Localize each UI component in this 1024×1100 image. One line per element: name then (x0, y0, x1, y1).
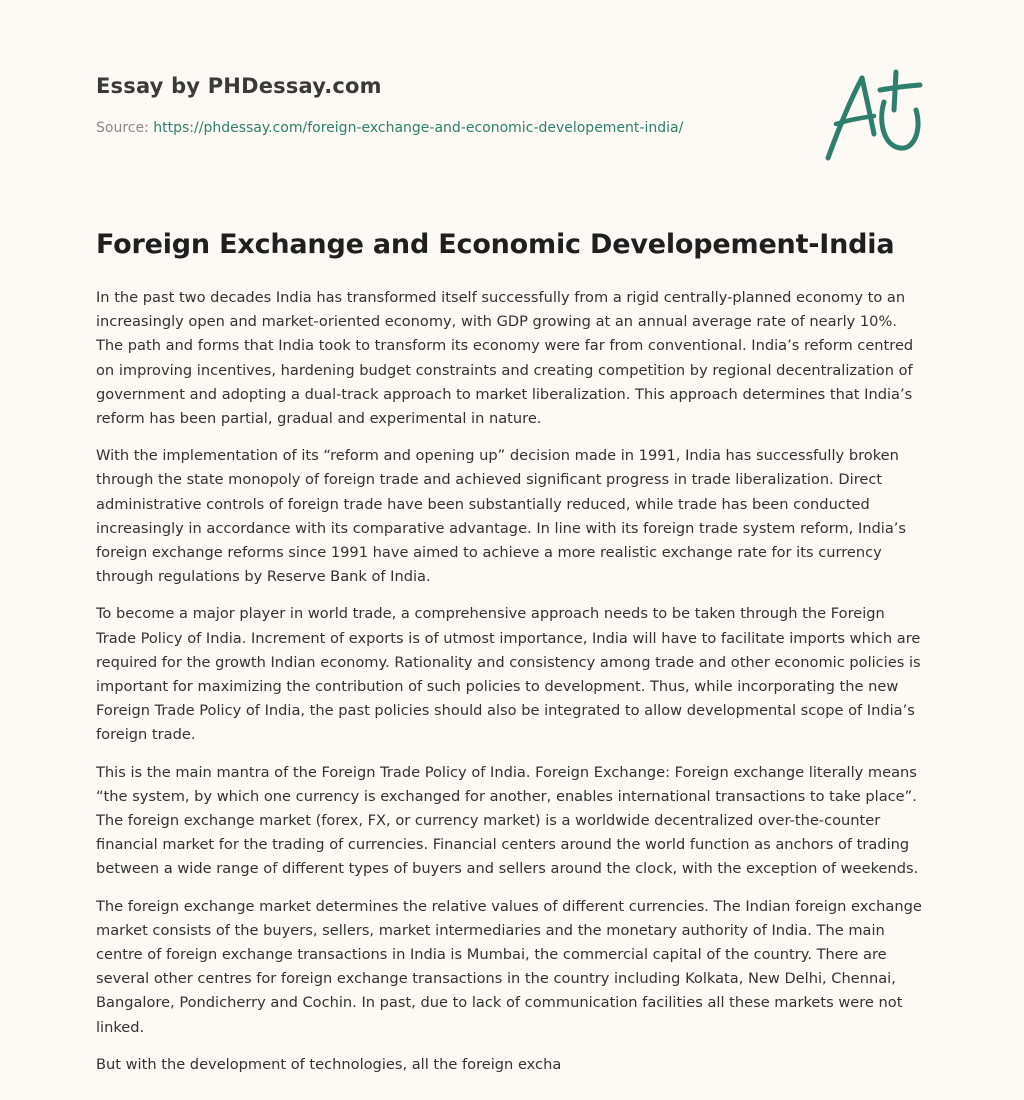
a-plus-logo-icon (822, 66, 926, 164)
essay-paragraph: The foreign exchange market determines the relative values of different currencies. The Indian foreign exchange market consists of the buyers, sellers, market intermediaries and the monetary authority of India. The main centre of foreign exchange transactions in India is Mumbai, the commercial capital of the country. There are several other centres for foreign exchange transactions in the country including Kolkata, New Delhi, Chennai, Bangalore, Pondicherry and Cochin. In past, due to lack of communication facilities all these markets were not linked. (96, 897, 922, 1036)
essay-paragraph: With the implementation of its “reform and opening up” decision made in 1991, India has successfully broken through the state monopoly of foreign trade and achieved significant progress in trade liberalization. Direct administrative controls of foreign trade have been substantially reduced, while trade has been conducted increasingly in accordance with its comparative advantage. In line with its foreign trade system reform, India’s foreign exchange reforms since 1991 have aimed to achieve a more realistic exchange rate for its currency through regulations by Reserve Bank of India. (96, 447, 907, 586)
source-label: Source: (96, 120, 149, 136)
essay-paragraph: In the past two decades India has transformed itself successfully from a rigid centrally-planned economy to an increasingly open and market-oriented economy, with GDP growing at an annual average rate of nearly 10%. The path and forms that India took to transform its economy were far from conventional. India’s reform centred on improving incentives, hardening budget constraints and creating competition by regional decentralization of government and adopting a dual-track approach to market liberalization. This approach determines that India’s reform has been partial, gradual and experimental in nature. (96, 289, 914, 428)
source-line (96, 120, 796, 136)
essay-paragraph: To become a major player in world trade, a comprehensive approach needs to be taken through the Foreign Trade Policy of India. Increment of exports is of utmost importance, India will have to facilitate imports which are required for the growth Indian economy. Rationality and consistency among trade and other economic policies is important for maximizing the contribution of such policies to development. Thus, while incorporating the new Foreign Trade Policy of India, the past policies should also be integrated to allow developmental scope of India’s foreign trade. (96, 605, 921, 744)
essay-content (96, 226, 928, 1090)
essay-paragraph: But with the development of technologies, all the foreign excha (96, 1055, 562, 1073)
page-header (96, 74, 796, 136)
source-link[interactable]: https://phdessay.com/foreign-exchange-and-economic-developement-india/ (153, 120, 684, 136)
site-brand: Essay by PHDessay.com (96, 74, 382, 98)
essay-paragraph: This is the main mantra of the Foreign Trade Policy of India. Foreign Exchange: Foreign exchange literally means “the system, by which one currency is exchanged for another, enables international transactions to take place”. The foreign exchange market (forex, FX, or currency market) is a worldwide decentralized over-the-counter financial market for the trading of currencies. Financial centers around the world function as anchors of trading between a wide range of different types of buyers and sellers around the clock, with the exception of weekends. (96, 763, 919, 878)
essay-title: Foreign Exchange and Economic Developement-India (96, 229, 895, 260)
